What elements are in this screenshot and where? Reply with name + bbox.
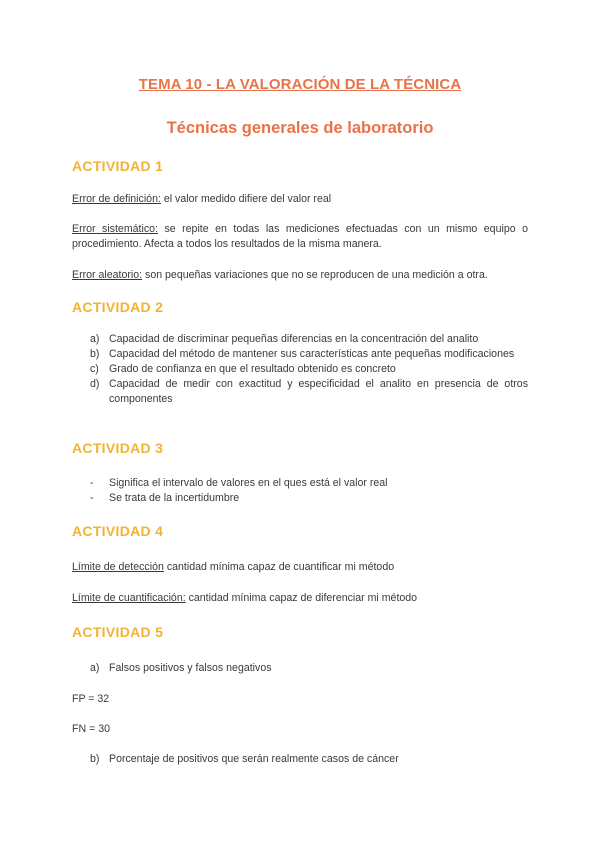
- list-text: Significa el intervalo de valores en el ques está el valor real: [109, 477, 388, 489]
- activity-3-list: [90, 476, 528, 506]
- activity-1-random-error: [72, 268, 528, 283]
- list-text: Capacidad del método de mantener sus características ante pequeñas modificaciones: [109, 348, 515, 360]
- activity-1-heading: ACTIVIDAD 1: [72, 158, 164, 174]
- activity-1-definition-error: [72, 192, 528, 207]
- list-text: Se trata de la incertidumbre: [109, 492, 240, 504]
- activity-4-heading: ACTIVIDAD 4: [72, 523, 164, 539]
- list-item: [90, 362, 528, 377]
- definition: el valor medido difiere del valor real: [160, 193, 332, 205]
- list-item: [90, 661, 528, 676]
- activity-3-heading: ACTIVIDAD 3: [72, 440, 164, 456]
- term: Límite de detección: [72, 561, 164, 573]
- list-marker: a): [90, 333, 100, 345]
- list-item: [90, 476, 528, 491]
- list-marker: a): [90, 662, 100, 674]
- term: Error sistemático:: [72, 223, 158, 235]
- activity-1-systematic-error: [72, 222, 528, 252]
- list-text: Capacidad de medir con exactitud y especificidad el analito en presencia de otros componentes: [109, 378, 528, 405]
- list-marker: c): [90, 363, 99, 375]
- false-negatives-value: FN = 30: [72, 723, 110, 735]
- list-marker: -: [90, 492, 94, 504]
- list-marker: b): [90, 348, 100, 360]
- false-positives-value: FP = 32: [72, 693, 110, 705]
- list-item: [90, 752, 528, 767]
- list-text: Porcentaje de positivos que serán realmente casos de cáncer: [109, 753, 399, 765]
- list-marker: d): [90, 378, 100, 390]
- list-marker: -: [90, 477, 94, 489]
- activity-5-list-b: [90, 752, 528, 767]
- term: Límite de cuantificación:: [72, 592, 186, 604]
- list-item: [90, 377, 528, 407]
- activity-2-list: [90, 332, 528, 407]
- definition: son pequeñas variaciones que no se reproducen de una medición a otra.: [142, 269, 488, 281]
- term: Error aleatorio:: [72, 269, 143, 281]
- page-title: TEMA 10 - LA VALORACIÓN DE LA TÉCNICA: [138, 76, 462, 93]
- list-marker: b): [90, 753, 100, 765]
- page-subtitle: Técnicas generales de laboratorio: [166, 119, 434, 137]
- list-item: [90, 491, 528, 506]
- activity-4-quantification-limit: [72, 591, 528, 606]
- definition: cantidad mínima capaz de cuantificar mi método: [163, 561, 395, 573]
- definition: cantidad mínima capaz de diferenciar mi método: [185, 592, 418, 604]
- activity-5-heading: ACTIVIDAD 5: [72, 624, 164, 640]
- definition: se repite en todas las mediciones efectuadas con un mismo equipo o procedimiento. Afecta a todos los resultados de la misma manera.: [72, 223, 528, 250]
- activity-4-detection-limit: [72, 560, 528, 575]
- list-item: [90, 332, 528, 347]
- activity-2-heading: ACTIVIDAD 2: [72, 299, 164, 315]
- term: Error de definición:: [72, 193, 161, 205]
- list-text: Grado de confianza en que el resultado obtenido es concreto: [109, 363, 396, 375]
- list-text: Falsos positivos y falsos negativos: [109, 662, 272, 674]
- list-item: [90, 347, 528, 362]
- activity-5-list-a: [90, 661, 528, 676]
- list-text: Capacidad de discriminar pequeñas diferencias en la concentración del analito: [109, 333, 479, 345]
